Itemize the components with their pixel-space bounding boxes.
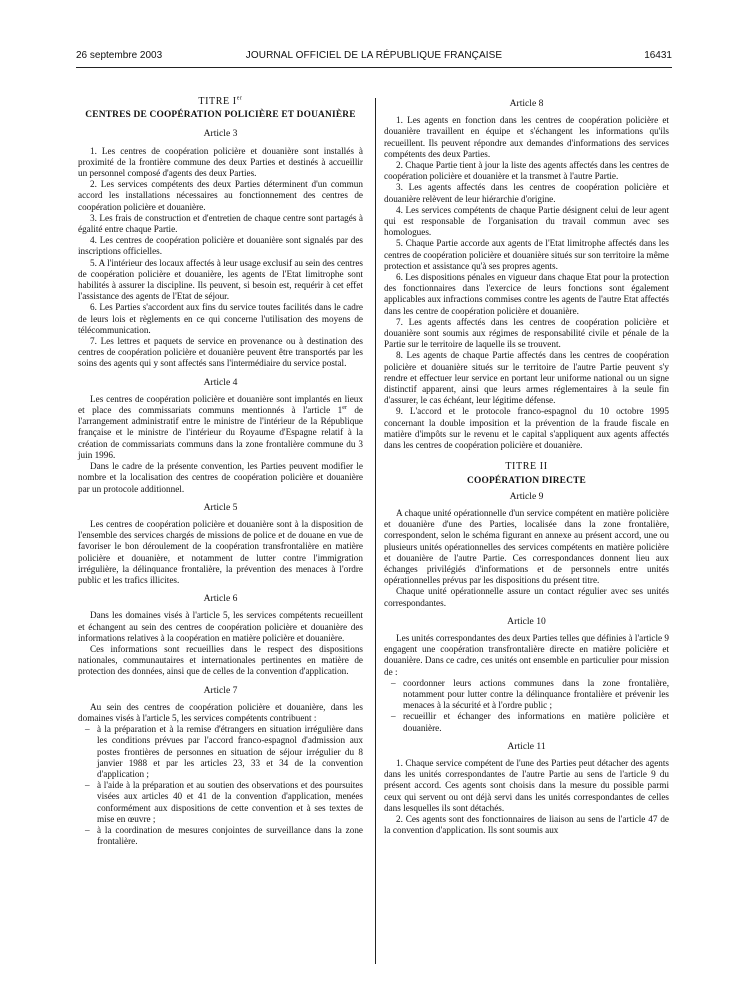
article-8-para-6: 6. Les dispositions pénales en vigueur dans chaque Etat pour la protection des fonctionnaires dans l'exercice de leurs fonctions sont également applicables aux infractions commises contre les agents de l'autre Etat affectés dans les centre de coopération policière et douanière. [384,272,669,316]
article-4-para-1: Les centres de coopération policière et douanière sont implantés en lieux et place des commissariats communs mentionnés à l'article 1er de l'arrangement administratif entre le ministre de l'intérieur de la République française et le ministre de l'intérieur du Royaume d'Espagne relatif à la création de commissariats communs dans la zone frontalière commune du 3 juin 1996. [78,393,363,460]
article-9-para-2: Chaque unité opérationnelle assure un contact régulier avec ses unités correspondantes. [384,586,669,608]
article-9-para-1: A chaque unité opérationnelle d'un service compétent en matière policière et douanière d'une des Parties, localisée dans la zone frontalière, correspondent, selon le schéma figurant en annexe au présent accord, une ou plusieurs unités opérationnelles des services compétents en matière policière et douanière de l'autre Partie. Ces correspondances donnent lieu aux échanges privilégiés d'informations et de personnels entre unités opérationnelles prévus par les dispositions du présent titre. [384,507,669,586]
article-8-para-1: 1. Les agents en fonction dans les centres de coopération policière et douanière travaillent en équipe et s'échangent les informations qu'ils recueillent. Ils peuvent répondre aux demandes d'informations des services compétents des deux Parties. [384,115,669,159]
article-10-item: – coordonner leurs actions communes dans la zone frontalière, notamment pour lutter contre la délinquance frontalière et prévenir les menaces à la sécurité et à l'ordre public ; [391,678,669,712]
article-3-para-4: 4. Les centres de coopération policière et douanière sont signalés par des inscriptions officielles. [78,235,363,257]
article-7-item: – à l'aide à la préparation et au soutien des observations et des poursuites visées aux articles 40 et 41 de la convention d'application, menées conformément aux dispositions de cette convention et à ses textes de mise en œuvre ; [85,780,363,825]
article-9-heading: Article 9 [509,490,544,502]
article-11-heading: Article 11 [507,740,546,752]
article-8-para-3: 3. Les agents affectés dans les centres de coopération policière et douanière relèvent de leur hiérarchie d'origine. [384,182,669,204]
column-divider [375,98,376,964]
article-3-para-3: 3. Les frais de construction et d'entretien de chaque centre sont partagés à égalité entre chaque Partie. [78,212,363,235]
article-10-heading: Article 10 [507,615,546,627]
article-7-intro: Au sein des centres de coopération policière et douanière, dans les domaines visés à l'article 5, les services compétents contribuent : [78,701,363,723]
page-header [76,50,672,66]
article-3-para-5: 5. A l'intérieur des locaux affectés à leur usage exclusif au sein des centres de coopération policière et douanière, les agents de l'Etat limitrophe sont habilités à assurer la discipline. Ils peuvent, si besoin est, requérir à cet effet l'assistance des agents de l'Etat de séjour. [78,257,363,302]
article-6-para-1: Dans les domaines visés à l'article 5, les services compétents recueillent et échangent au sein des centres de coopération policière et douanière des informations relatives à la coopération en matière policière et douanière. [78,610,363,643]
titre-2-subtitle: COOPÉRATION DIRECTE [466,475,586,486]
article-10-item: – recueillir et échanger des informations en matière policière et douanière. [391,711,669,733]
article-5-para-1: Les centres de coopération policière et douanière sont à la disposition de l'ensemble des services chargés de missions de police et de douane en vue de favoriser le bon déroulement de la coopération transfrontalière en matière policière et douanière, et notamment de lutter contre l'immigration irrégulière, la délinquance frontalière, la prévention des menaces à l'ordre public et les trafics illicites. [78,518,363,585]
article-10-list [384,678,669,734]
left-column [78,96,363,847]
titre-1-subtitle: CENTRES DE COOPÉRATION POLICIÈRE ET DOUANIÈRE [85,110,356,121]
article-7-item: – à la coordination de mesures conjointes de surveillance dans la zone frontalière. [85,825,363,847]
article-4-para-2: Dans le cadre de la présente convention, les Parties peuvent modifier le nombre et la localisation des centres de coopération policière et douanière par un protocole additionnel. [78,461,363,494]
titre-2-heading: TITRE II [505,461,548,473]
header-date: 26 septembre 2003 [76,50,163,61]
article-8-para-8: 8. Les agents de chaque Partie affectés dans les centres de coopération policière et douanière situés sur le territoire de l'autre Partie peuvent s'y rendre et effectuer leur service en portant leur uniforme national ou un signe distinctif apparent, ainsi que leurs armes réglementaires à la seule fin d'assurer, le cas échéant, leur légitime défense. [384,350,669,406]
article-5-heading: Article 5 [203,501,238,513]
titre-1-heading: TITRE Ier [198,95,243,107]
article-4-heading: Article 4 [203,376,238,388]
article-8-para-5: 5. Chaque Partie accorde aux agents de l'Etat limitrophe affectés dans les centres de coopération policière et douanière situés sur son territoire la même protection et assistance qu'à ses propres agents. [384,238,669,271]
header-page-number: 16431 [644,50,672,61]
header-rule [76,67,672,68]
article-10-intro: Les unités correspondantes des deux Parties telles que définies à l'article 9 engagent une coopération transfrontalière directe en matière policière et douanière. Dans ce cadre, ces unités ont ensemble en particulier pour mission de : [384,632,669,677]
article-3-para-2: 2. Les services compétents des deux Parties déterminent d'un commun accord les installations nécessaires au fonctionnement des centres de coopération policière et douanière. [78,179,363,212]
article-8-para-4: 4. Les services compétents de chaque Partie désignent celui de leur agent qui est responsable de l'organisation du travail commun avec ses homologues. [384,204,669,238]
article-7-item: – à la préparation et à la remise d'étrangers en situation irrégulière dans les conditions prévues par l'accord franco-espagnol d'admission aux postes frontières de personnes en situation de séjour irrégulier du 8 janvier 1988 et par les articles 23, 33 et 34 de la convention d'application ; [85,724,363,780]
header-journal-title: JOURNAL OFFICIEL DE LA RÉPUBLIQUE FRANÇAISE [245,50,503,61]
article-11-para-1: 1. Chaque service compétent de l'une des Parties peut détacher des agents dans les unités correspondantes de l'autre Partie au sens de l'article 9 du présent accord. Ces agents sont choisis dans la mesure du possible parmi ceux qui servent ou ont déjà servi dans les unités correspondantes de celles dans lesquelles ils sont détachés. [384,757,669,813]
article-8-heading: Article 8 [509,98,544,109]
article-8-para-9: 9. L'accord et le protocole franco-espagnol du 10 octobre 1995 concernant la double imposition et la prévention de la fraude fiscale en matière d'impôts sur le revenu et le capital s'appliquent aux agents affectés dans les centres de coopération policière et douanière. [384,406,669,451]
article-7-heading: Article 7 [203,684,238,696]
article-3-heading: Article 3 [203,128,238,140]
article-8-para-2: 2. Chaque Partie tient à jour la liste des agents affectés dans les centres de coopération policière et douanière et la transmet à l'autre Partie. [384,160,669,182]
article-6-para-2: Ces informations sont recueillies dans le respect des dispositions nationales, communautaires et internationales pertinentes en matière de protection des données, ainsi que de celles de la convention d'application. [78,643,363,677]
article-8-para-7: 7. Les agents affectés dans les centres de coopération policière et douanière sont soumis aux régimes de responsabilité civile et pénale de la Partie sur le territoire de laquelle ils se trouvent. [384,316,669,350]
article-11-para-2: 2. Ces agents sont des fonctionnaires de liaison au sens de l'article 47 de la convention d'application. Ils sont soumis aux [384,813,669,836]
article-3-para-1: 1. Les centres de coopération policière et douanière sont installés à proximité de la frontière commune des deux Parties et destinés à accueillir un personnel composé d'agents des deux Parties. [78,145,363,179]
article-7-list [78,724,363,847]
right-column [384,96,669,836]
article-3-para-6: 6. Les Parties s'accordent aux fins du service toutes facilités dans le cadre de leurs lois et règlements en ce qui concerne l'utilisation des moyens de télécommunication. [78,302,363,335]
article-6-heading: Article 6 [203,593,238,605]
article-3-para-7: 7. Les lettres et paquets de service en provenance ou à destination des centres de coopération policière et douanière peuvent être transportés par les soins des agents qui y sont affectés sans l'intermédiaire du service postal. [78,336,363,369]
